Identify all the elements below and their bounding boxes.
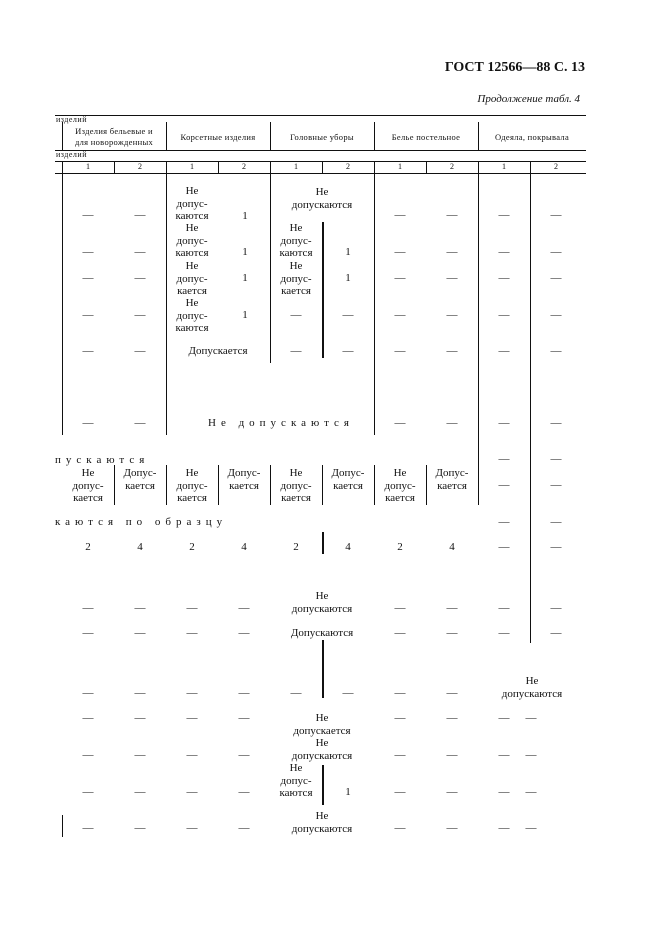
cell-dash: — <box>446 712 458 724</box>
cell-number: 4 <box>241 541 247 553</box>
cell-dash: — <box>394 272 406 284</box>
cell-text: кается <box>125 479 155 492</box>
cell-ne-dopuskayutsya <box>166 222 218 260</box>
cell-dash: — <box>394 822 406 834</box>
cell-text: кается <box>177 492 207 504</box>
cell-one: 1 <box>345 246 351 258</box>
cell-dash: — <box>498 246 510 258</box>
body-divider <box>62 173 63 435</box>
cell-dash: — <box>290 687 302 699</box>
cell-dash: — <box>394 209 406 221</box>
cell-dash: — <box>498 712 510 724</box>
cell-puskayutsya-wide: пускаются <box>55 454 150 466</box>
cell-dash: — <box>82 786 94 798</box>
cell-text: допускаются <box>291 602 353 615</box>
cell-number: 2 <box>189 541 195 553</box>
cell-text: Не <box>289 467 303 479</box>
cell-dash: — <box>550 541 562 553</box>
cell-dash: — <box>550 417 562 429</box>
cell-dash: — <box>186 749 198 761</box>
cell-dash: — <box>498 516 510 528</box>
cell-ne-dopuskaetsya <box>270 467 322 505</box>
body-divider <box>374 173 375 435</box>
column-header-corset: Корсетные изделия <box>180 132 256 142</box>
cell-dash: — <box>394 602 406 614</box>
cell-dash: — <box>82 602 94 614</box>
cell-text: Допус- <box>227 467 261 479</box>
cell-dash: — <box>550 602 562 614</box>
column-header-headwear: Головные уборы <box>290 132 354 142</box>
cell-dash: — <box>394 309 406 321</box>
cell-text: допускается <box>293 724 351 737</box>
cell-dopuskaetsya <box>322 467 374 492</box>
cell-dash: — <box>134 309 146 321</box>
cell-ne-dopuskayutsya-wide: Не допускаются <box>208 417 354 429</box>
cell-dash: — <box>394 749 406 761</box>
cell-text: кается <box>333 479 363 492</box>
subheader-number: 2 <box>138 162 142 171</box>
cell-ne-dopuskayutsya <box>270 222 322 260</box>
subheader-number: 1 <box>398 162 402 171</box>
cell-text: Не <box>315 186 329 198</box>
cell-dash: — <box>82 209 94 221</box>
cell-text: Не <box>315 590 329 602</box>
cell-dash: — <box>525 712 537 724</box>
cell-one: 1 <box>242 309 248 321</box>
cell-dash: — <box>290 309 302 321</box>
cell-ne-dopuskayutsya-span <box>270 186 374 211</box>
column-header-underwear-line1: Изделия бельевые и <box>75 126 153 136</box>
cell-dash: — <box>446 749 458 761</box>
body-divider <box>478 173 479 493</box>
cell-text: допускаются <box>501 687 563 700</box>
cell-dash: — <box>82 345 94 357</box>
cell-text: Не <box>185 297 199 309</box>
cell-dash: — <box>342 687 354 699</box>
cell-text: допус- <box>384 479 416 492</box>
cell-dash: — <box>82 749 94 761</box>
cell-dash: — <box>446 417 458 429</box>
body-divider <box>322 222 324 358</box>
cell-dash: — <box>446 822 458 834</box>
cell-dash: — <box>134 602 146 614</box>
cell-dash: — <box>342 309 354 321</box>
cell-text: допус- <box>176 309 208 322</box>
table-subheader-bottom-rule <box>55 173 586 174</box>
cell-dash: — <box>186 712 198 724</box>
cell-text: Допус- <box>435 467 469 479</box>
cell-text: кается <box>73 492 103 504</box>
cell-dash: — <box>498 786 510 798</box>
cell-dash: — <box>134 687 146 699</box>
column-header-blankets: Одеяла, покрывала <box>494 132 570 142</box>
cell-dash: — <box>82 417 94 429</box>
cell-dash: — <box>550 453 562 465</box>
row-label-bottom: изделий <box>56 150 87 159</box>
document-title: ГОСТ 12566—88 С. 13 <box>444 60 585 75</box>
cell-dash: — <box>134 272 146 284</box>
row-label-top: изделий <box>56 115 87 124</box>
cell-dopuskaetsya <box>426 467 478 492</box>
cell-dash: — <box>82 246 94 258</box>
cell-dopuskaetsya-span: Допускается <box>188 345 248 357</box>
cell-text: допус- <box>176 272 208 285</box>
cell-text: кается <box>385 492 415 504</box>
cell-text: Не <box>315 810 329 822</box>
cell-text: Допус- <box>331 467 365 479</box>
cell-text: каются <box>175 210 209 222</box>
cell-dash: — <box>550 516 562 528</box>
subheader-number: 1 <box>294 162 298 171</box>
cell-text: Не <box>289 222 303 234</box>
table-header-rule <box>55 150 586 151</box>
cell-text: каются <box>279 247 313 259</box>
cell-text: кается <box>177 285 207 297</box>
cell-dash: — <box>525 786 537 798</box>
cell-ne-dopuskayutsya <box>166 185 218 223</box>
cell-text: кается <box>281 492 311 504</box>
cell-dash: — <box>134 345 146 357</box>
cell-number: 2 <box>293 541 299 553</box>
cell-dash: — <box>550 246 562 258</box>
cell-text: Не <box>185 222 199 234</box>
cell-one: 1 <box>242 272 248 284</box>
cell-dash: — <box>446 627 458 639</box>
cell-dash: — <box>498 453 510 465</box>
cell-dash: — <box>446 786 458 798</box>
cell-text: допускаются <box>291 822 353 835</box>
subheader-number: 1 <box>502 162 506 171</box>
cell-text: Не <box>525 675 539 687</box>
cell-number: 4 <box>137 541 143 553</box>
cell-dash: — <box>238 627 250 639</box>
cell-text: Не <box>315 712 329 724</box>
cell-dash: — <box>134 209 146 221</box>
cell-dash: — <box>498 749 510 761</box>
cell-one: 1 <box>242 210 248 222</box>
cell-dash: — <box>498 541 510 553</box>
cell-dash: — <box>394 246 406 258</box>
cell-ne-dopuskaetsya <box>166 467 218 505</box>
cell-ne-dopuskaetsya <box>374 467 426 505</box>
cell-ne-dopuskayutsya <box>166 297 218 335</box>
body-divider <box>530 173 531 643</box>
cell-text: допускаются <box>291 749 353 762</box>
cell-dash: — <box>394 786 406 798</box>
subheader-number: 2 <box>346 162 350 171</box>
subheader-number: 2 <box>554 162 558 171</box>
cell-dash: — <box>394 627 406 639</box>
cell-dash: — <box>498 309 510 321</box>
cell-dash: — <box>446 602 458 614</box>
cell-text: допус- <box>176 479 208 492</box>
cell-one: 1 <box>345 786 351 798</box>
cell-dash: — <box>342 345 354 357</box>
cell-dash: — <box>498 602 510 614</box>
table-continuation-label: Продолжение табл. 4 <box>477 93 580 105</box>
cell-dopuskayutsya-span: Допускаются <box>290 627 354 639</box>
cell-text: допускаются <box>291 198 353 211</box>
cell-ne-dopuskaetsya-span <box>270 712 374 737</box>
body-divider <box>478 465 479 505</box>
cell-dash: — <box>186 627 198 639</box>
cell-dash: — <box>394 345 406 357</box>
cell-ne-dopuskaetsya <box>62 467 114 505</box>
cell-dash: — <box>290 345 302 357</box>
cell-text: каются <box>175 247 209 259</box>
cell-one: 1 <box>345 272 351 284</box>
cell-dopuskaetsya <box>218 467 270 492</box>
cell-dash: — <box>186 687 198 699</box>
column-header-bedlinen: Белье постельное <box>391 132 461 142</box>
cell-dash: — <box>446 309 458 321</box>
cell-text: Не <box>289 260 303 272</box>
cell-text: кается <box>281 285 311 297</box>
cell-dash: — <box>446 246 458 258</box>
cell-dash: — <box>550 627 562 639</box>
subheader-number: 2 <box>450 162 454 171</box>
cell-text: Не <box>81 467 95 479</box>
cell-text: кается <box>437 479 467 492</box>
cell-dash: — <box>134 712 146 724</box>
cell-text: Не <box>185 260 199 272</box>
cell-dash: — <box>238 749 250 761</box>
cell-dash: — <box>550 209 562 221</box>
cell-dash: — <box>238 786 250 798</box>
cell-text: допус- <box>176 234 208 247</box>
cell-dash: — <box>498 417 510 429</box>
column-header-underwear <box>62 126 166 148</box>
cell-dash: — <box>498 345 510 357</box>
cell-dash: — <box>134 749 146 761</box>
cell-text: допус- <box>176 197 208 210</box>
cell-dash: — <box>238 822 250 834</box>
cell-text: каются <box>279 787 313 799</box>
cell-dash: — <box>186 786 198 798</box>
cell-dash: — <box>134 822 146 834</box>
cell-dash: — <box>134 417 146 429</box>
cell-dash: — <box>446 209 458 221</box>
cell-text: допус- <box>280 774 312 787</box>
cell-text: Не <box>289 762 303 774</box>
cell-ne-dopuskayutsya <box>270 762 322 800</box>
cell-text: Не <box>393 467 407 479</box>
cell-dash: — <box>446 345 458 357</box>
cell-dash: — <box>134 627 146 639</box>
cell-dash: — <box>82 272 94 284</box>
cell-dash: — <box>525 749 537 761</box>
cell-dash: — <box>134 246 146 258</box>
cell-dash: — <box>550 309 562 321</box>
cell-dash: — <box>550 345 562 357</box>
cell-text: Допус- <box>123 467 157 479</box>
cell-one: 1 <box>242 246 248 258</box>
cell-ne-dopuskayutsya-span <box>478 675 586 700</box>
cell-dash: — <box>238 602 250 614</box>
cell-text: Не <box>315 737 329 749</box>
subheader-number: 2 <box>242 162 246 171</box>
cell-dash: — <box>446 687 458 699</box>
cell-dash: — <box>82 687 94 699</box>
cell-text: каются <box>175 322 209 334</box>
cell-text: Не <box>185 185 199 197</box>
cell-dash: — <box>498 822 510 834</box>
subheader-number: 1 <box>86 162 90 171</box>
table-top-rule <box>55 115 586 116</box>
body-divider <box>322 765 324 805</box>
subheader-number: 1 <box>190 162 194 171</box>
cell-dash: — <box>498 479 510 491</box>
cell-dash: — <box>82 822 94 834</box>
cell-po-obraztsu-wide: каются по образцу <box>55 516 228 528</box>
cell-dopuskaetsya <box>114 467 166 492</box>
cell-ne-dopuskaetsya <box>166 260 218 298</box>
cell-number: 4 <box>449 541 455 553</box>
cell-ne-dopuskayutsya-span <box>270 810 374 835</box>
cell-dash: — <box>134 786 146 798</box>
cell-number: 2 <box>397 541 403 553</box>
column-header-underwear-line2: для новорожденных <box>74 137 154 147</box>
cell-text: допус- <box>280 272 312 285</box>
cell-dash: — <box>394 417 406 429</box>
cell-number: 2 <box>85 541 91 553</box>
cell-dash: — <box>186 822 198 834</box>
cell-dash: — <box>550 479 562 491</box>
cell-dash: — <box>525 822 537 834</box>
cell-dash: — <box>238 687 250 699</box>
cell-dash: — <box>550 272 562 284</box>
cell-text: Не <box>185 467 199 479</box>
cell-dash: — <box>394 687 406 699</box>
cell-text: допус- <box>72 479 104 492</box>
cell-dash: — <box>446 272 458 284</box>
body-divider <box>62 815 63 837</box>
cell-dash: — <box>394 712 406 724</box>
cell-dash: — <box>82 309 94 321</box>
cell-dash: — <box>498 272 510 284</box>
cell-dash: — <box>82 712 94 724</box>
cell-ne-dopuskaetsya <box>270 260 322 298</box>
cell-dash: — <box>82 627 94 639</box>
cell-text: кается <box>229 479 259 492</box>
cell-text: допус- <box>280 479 312 492</box>
cell-number: 4 <box>345 541 351 553</box>
cell-dash: — <box>238 712 250 724</box>
body-divider <box>322 640 324 698</box>
cell-ne-dopuskayutsya-span <box>270 590 374 615</box>
cell-dash: — <box>186 602 198 614</box>
cell-text: допус- <box>280 234 312 247</box>
cell-ne-dopuskayutsya-span <box>270 737 374 762</box>
cell-dash: — <box>498 627 510 639</box>
cell-dash: — <box>498 209 510 221</box>
